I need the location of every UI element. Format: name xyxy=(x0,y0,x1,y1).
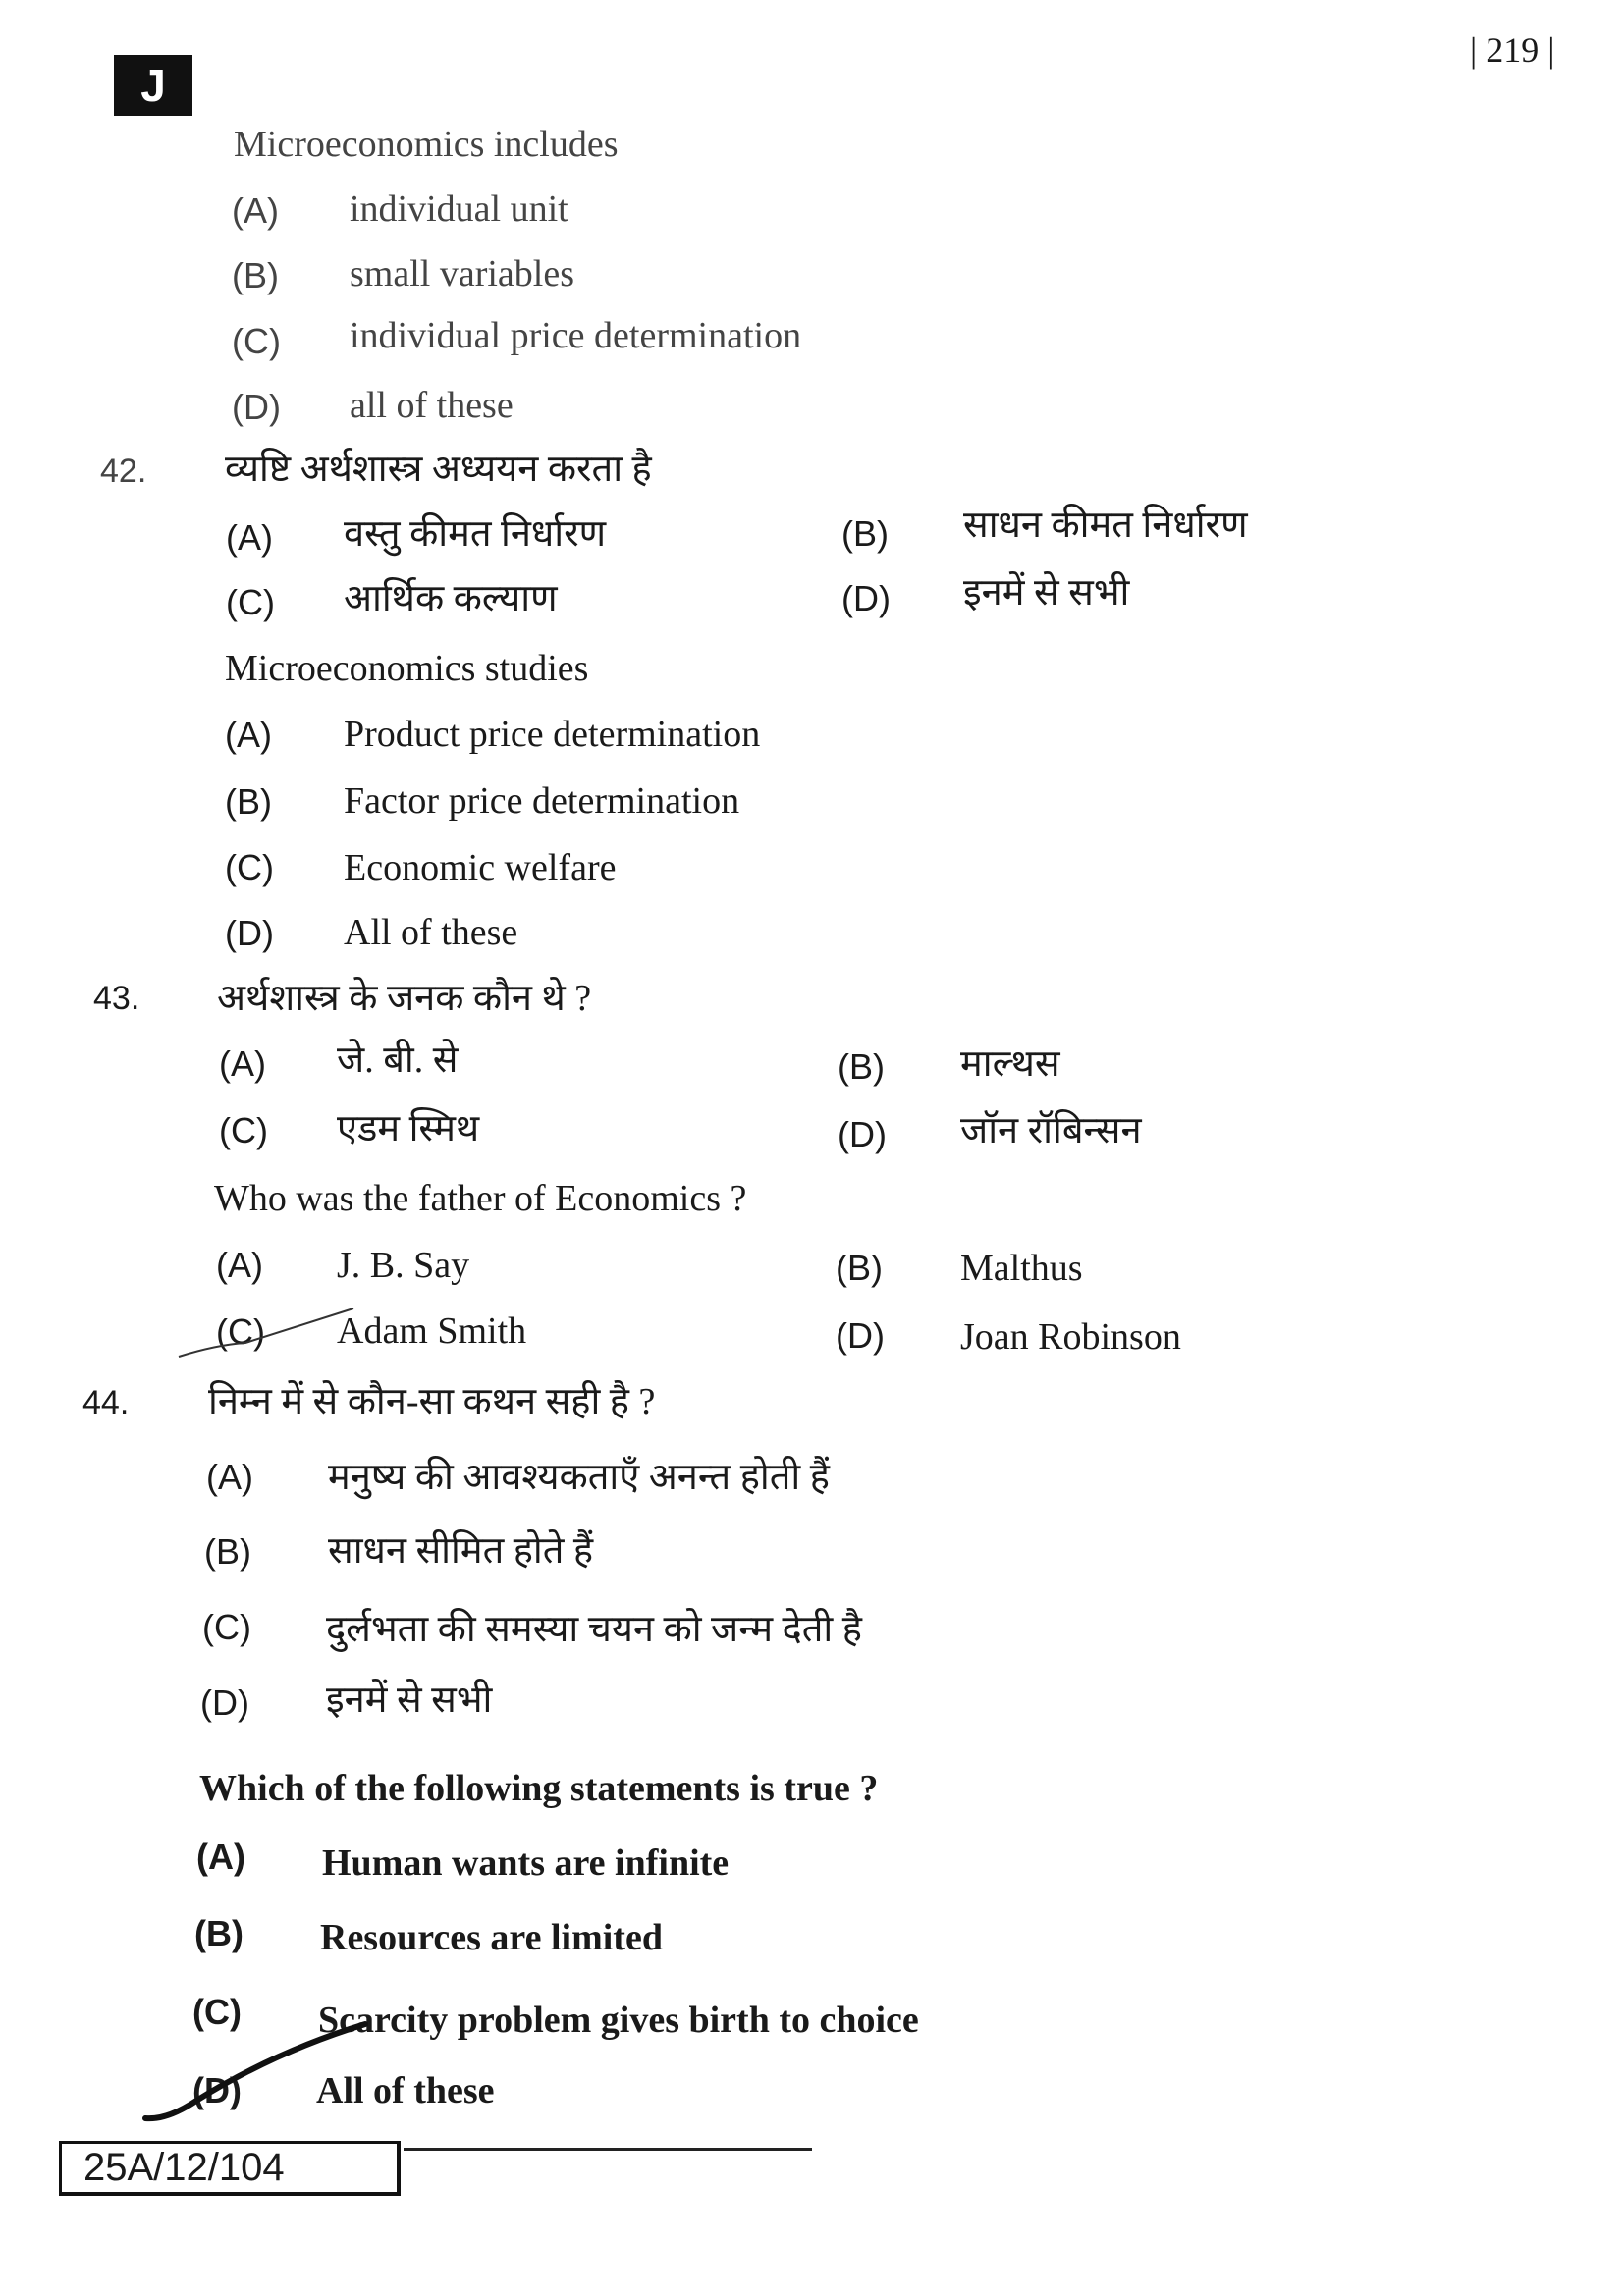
option-label: (A) xyxy=(216,1245,263,1285)
answer-tick-mark xyxy=(177,1306,363,1364)
option-label: (D) xyxy=(192,2070,242,2110)
option-label: (C) xyxy=(202,1607,251,1647)
option-label: (B) xyxy=(838,1046,885,1087)
option-text-hindi: जॉन रॉबिन्सन xyxy=(960,1110,1142,1151)
option-text-hindi: साधन सीमित होते हैं xyxy=(328,1530,594,1572)
question-stem: Which of the following statements is true ? xyxy=(199,1768,879,1809)
option-label: (B) xyxy=(836,1248,883,1288)
option-text-hindi: एडम स्मिथ xyxy=(337,1108,480,1149)
option-label: (A) xyxy=(232,190,279,231)
question-stem-hindi: अर्थशास्त्र के जनक कौन थे ? xyxy=(217,978,592,1019)
option-label: (C) xyxy=(232,321,281,361)
option-label: (B) xyxy=(225,781,272,822)
question-stem: Microeconomics includes xyxy=(234,124,619,165)
option-label: (D) xyxy=(200,1682,249,1723)
option-label: (D) xyxy=(232,387,281,427)
option-text-hindi: इनमें से सभी xyxy=(326,1680,493,1721)
option-label: (C) xyxy=(226,582,275,622)
option-text: Malthus xyxy=(960,1248,1083,1289)
option-label: (C) xyxy=(192,1992,242,2032)
section-letter-box: J xyxy=(114,55,192,116)
option-label: (A) xyxy=(226,517,273,558)
option-text: individual price determination xyxy=(350,315,802,356)
option-text: All of these xyxy=(344,912,518,953)
option-text-hindi: साधन कीमत निर्धारण xyxy=(963,505,1248,546)
option-label: (A) xyxy=(196,1837,245,1877)
option-label: (C) xyxy=(225,847,274,887)
paper-code: 25A/12/104 xyxy=(59,2141,401,2196)
option-label: (B) xyxy=(194,1913,244,1953)
option-text: J. B. Say xyxy=(337,1245,470,1286)
footer-divider xyxy=(404,2148,812,2151)
question-stem: Who was the father of Economics ? xyxy=(214,1178,747,1219)
option-label: (A) xyxy=(206,1457,253,1497)
page-number: | 219 | xyxy=(1470,30,1555,70)
option-text: Joan Robinson xyxy=(960,1316,1181,1358)
option-text: Resources are limited xyxy=(320,1917,663,1958)
option-text-hindi: आर्थिक कल्याण xyxy=(344,578,558,619)
option-label: (D) xyxy=(836,1315,885,1356)
option-label: (A) xyxy=(219,1043,266,1084)
option-text-hindi: मनुष्य की आवश्यकताएँ अनन्त होती हैं xyxy=(328,1457,830,1498)
option-label: (B) xyxy=(204,1531,251,1572)
option-text-hindi: इनमें से सभी xyxy=(963,572,1130,614)
option-text: all of these xyxy=(350,385,514,426)
question-number: 44. xyxy=(82,1384,130,1421)
question-number: 43. xyxy=(93,980,140,1017)
question-stem-hindi: व्यष्टि अर्थशास्त्र अध्ययन करता है xyxy=(225,449,652,490)
question-stem: Microeconomics studies xyxy=(225,648,589,689)
option-label: (D) xyxy=(841,578,891,618)
option-label: (C) xyxy=(219,1110,268,1150)
option-text: Product price determination xyxy=(344,714,761,755)
question-stem-hindi: निम्न में से कौन-सा कथन सही है ? xyxy=(208,1381,656,1422)
option-text: Scarcity problem gives birth to choice xyxy=(318,2000,919,2041)
option-text-hindi: जे. बी. से xyxy=(337,1040,459,1081)
option-text: Factor price determination xyxy=(344,780,740,822)
option-text: Economic welfare xyxy=(344,847,617,888)
option-text: All of these xyxy=(316,2070,495,2111)
option-label: (B) xyxy=(232,255,279,295)
answer-tick-mark xyxy=(137,2022,383,2130)
option-text: individual unit xyxy=(350,188,568,230)
option-label: (D) xyxy=(225,913,274,953)
option-text: small variables xyxy=(350,253,574,294)
option-label: (B) xyxy=(841,513,889,554)
option-text-hindi: दुर्लभता की समस्या चयन को जन्म देती है xyxy=(326,1609,862,1650)
option-label: (D) xyxy=(838,1114,887,1154)
option-label: (C) xyxy=(216,1311,265,1352)
option-text-hindi: माल्थस xyxy=(960,1043,1060,1085)
option-text-hindi: वस्तु कीमत निर्धारण xyxy=(344,513,607,555)
option-label: (A) xyxy=(225,715,272,755)
option-text: Adam Smith xyxy=(337,1310,527,1352)
question-number: 42. xyxy=(100,453,147,490)
option-text: Human wants are infinite xyxy=(322,1842,730,1884)
